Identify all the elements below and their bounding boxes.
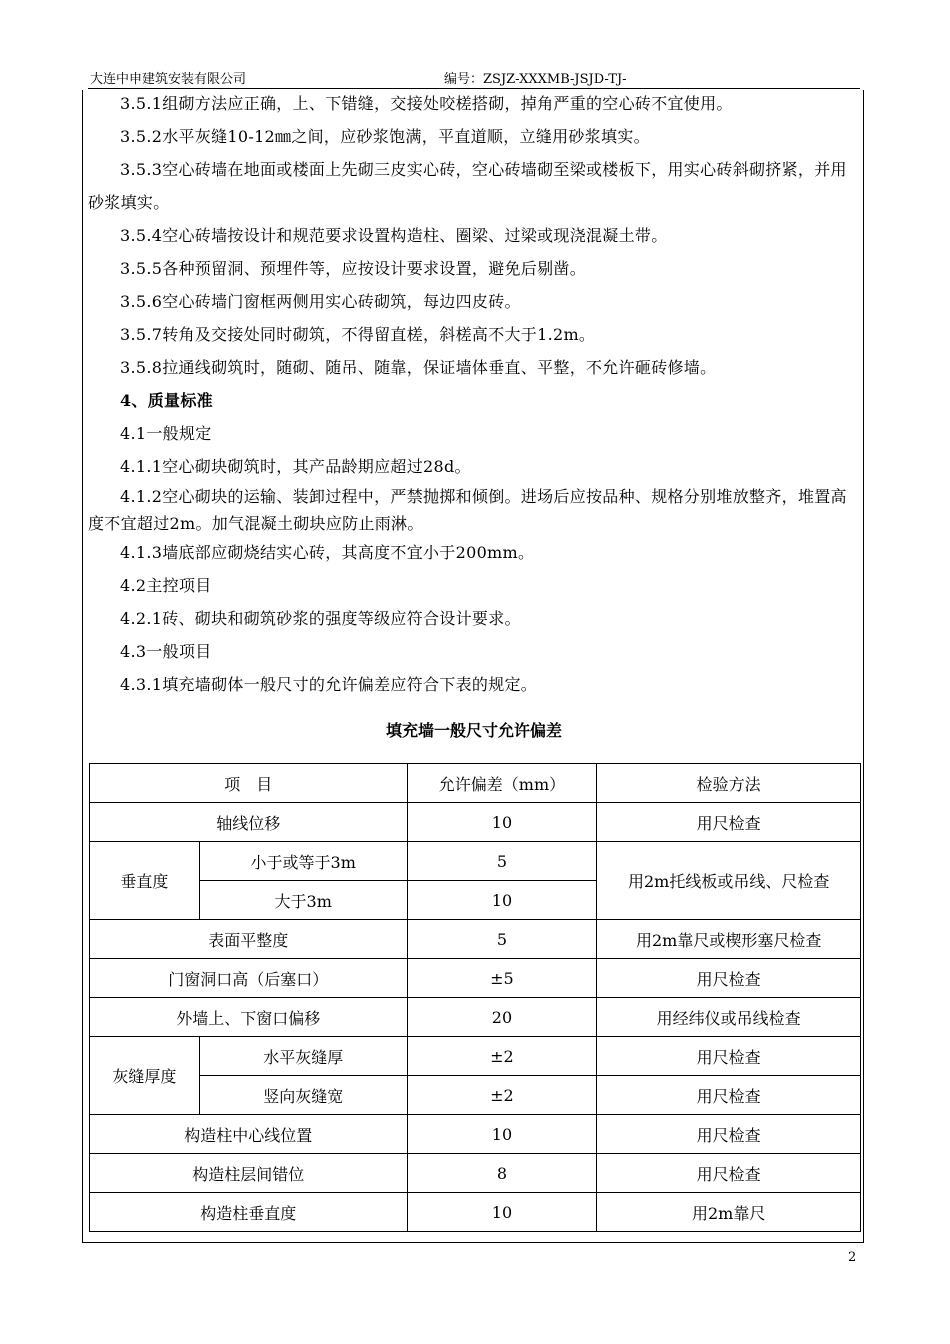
item-cell: 构造柱中心线位置 [90,1115,408,1154]
method-cell: 用2m靠尺 [597,1193,861,1232]
paragraph-4-2-1: 4.2.1砖、砌块和砌筑砂浆的强度等级应符合设计要求。 [120,609,521,628]
method-cell: 用经纬仪或吊线检查 [597,998,861,1037]
paragraph-3-5-6: 3.5.6空心砖墙门窗框两侧用实心砖砌筑，每边四皮砖。 [120,292,521,311]
header-item: 项 目 [90,764,408,803]
deviation-cell: ±5 [407,959,597,998]
page-header [88,66,860,89]
paragraph-3-5-3: 3.5.3空心砖墙在地面或楼面上先砌三皮实心砖，空心砖墙砌至梁或楼板下，用实心砖斜砌挤紧，并用砂浆填实。 [88,160,847,212]
item-cell: 表面平整度 [90,920,408,959]
page-number: 2 [848,1250,857,1265]
deviation-cell: 20 [407,998,597,1037]
table-row [90,1115,861,1154]
deviation-table [89,763,861,1232]
method-cell: 用尺检查 [597,959,861,998]
paragraph-3-5-7: 3.5.7转角及交接处同时砌筑，不得留直槎，斜槎高不大于1.2m。 [120,325,596,344]
table-row [90,803,861,842]
method-cell: 用尺检查 [597,1154,861,1193]
table-row [90,1076,861,1115]
deviation-cell: 5 [407,920,597,959]
table-row [90,998,861,1037]
item-group-cell: 垂直度 [90,842,200,920]
table-row [90,1154,861,1193]
paragraph-3-5-5: 3.5.5各种预留洞、预埋件等，应按设计要求设置，避免后剔凿。 [120,259,587,278]
table-title: 填充墙一般尺寸允许偏差 [385,721,562,740]
subitem-cell: 竖向灰缝宽 [199,1076,407,1115]
method-cell: 用2m靠尺或楔形塞尺检查 [597,920,861,959]
subitem-cell: 水平灰缝厚 [199,1037,407,1076]
deviation-cell: ±2 [407,1037,597,1076]
header-deviation: 允许偏差（mm） [407,764,597,803]
paragraph-4-1-2: 4.1.2空心砌块的运输、装卸过程中，严禁抛掷和倾倒。进场后应按品种、规格分别堆放整齐，堆置高度不宜超过2m。加气混凝土砌块应防止雨淋。 [88,487,847,533]
paragraph-3-5-8: 3.5.8拉通线砌筑时，随砌、随吊、随靠，保证墙体垂直、平整，不允许砸砖修墙。 [120,358,717,377]
paragraph-4-3: 4.3一般项目 [120,642,212,661]
method-cell: 用2m托线板或吊线、尺检查 [597,842,861,920]
company-name: 大连中申建筑安装有限公司 [90,72,247,87]
header-method: 检验方法 [597,764,861,803]
table-row [90,1193,861,1232]
deviation-cell: 10 [407,881,597,920]
deviation-cell: ±2 [407,1076,597,1115]
paragraph-4-1-3: 4.1.3墙底部应砌烧结实心砖，其高度不宜小于200mm。 [120,543,535,562]
subitem-cell: 大于3m [199,881,407,920]
paragraph-4-2: 4.2主控项目 [120,576,212,595]
item-cell: 轴线位移 [90,803,408,842]
method-cell: 用尺检查 [597,803,861,842]
paragraph-3-5-2: 3.5.2水平灰缝10-12㎜之间，应砂浆饱满，平直道顺，立缝用砂浆填实。 [120,127,650,146]
method-cell: 用尺检查 [597,1037,861,1076]
paragraph-3-5-4: 3.5.4空心砖墙按设计和规范要求设置构造柱、圈梁、过梁或现浇混凝土带。 [120,226,668,245]
item-cell: 构造柱垂直度 [90,1193,408,1232]
subitem-cell: 小于或等于3m [199,842,407,881]
item-cell: 门窗洞口高（后塞口） [90,959,408,998]
section-heading-quality: 4、质量标准 [120,391,213,410]
method-cell: 用尺检查 [597,1115,861,1154]
method-cell: 用尺检查 [597,1076,861,1115]
paragraph-3-5-1: 3.5.1组砌方法应正确，上、下错缝，交接处咬槎搭砌，掉角严重的空心砖不宜使用。 [120,94,733,113]
paragraph-4-1-1: 4.1.1空心砌块砌筑时，其产品龄期应超过28d。 [120,457,471,476]
item-group-cell: 灰缝厚度 [90,1037,200,1115]
deviation-cell: 10 [407,803,597,842]
table-row [90,842,861,881]
deviation-cell: 8 [407,1154,597,1193]
table-row [90,920,861,959]
paragraph-4-1: 4.1一般规定 [120,424,212,443]
table-header-row [90,764,861,803]
item-cell: 构造柱层间错位 [90,1154,408,1193]
table-row [90,959,861,998]
deviation-cell: 10 [407,1115,597,1154]
table-row [90,1037,861,1076]
item-cell: 外墙上、下窗口偏移 [90,998,408,1037]
document-code: 编号：ZSJZ-XXXMB-JSJD-TJ- [444,72,627,87]
deviation-cell: 5 [407,842,597,881]
paragraph-4-3-1: 4.3.1填充墙砌体一般尺寸的允许偏差应符合下表的规定。 [120,675,538,694]
deviation-cell: 10 [407,1193,597,1232]
